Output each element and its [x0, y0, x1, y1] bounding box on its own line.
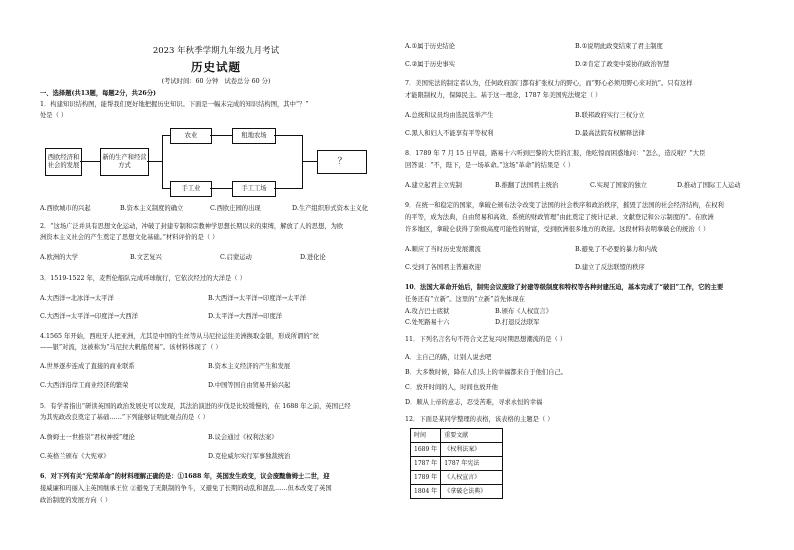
q6-option-c[interactable]: C.②属于历史事实: [405, 61, 456, 68]
q1-diagram: [40, 128, 392, 196]
q9-option-c[interactable]: C.受到了各国君主普遍欢迎: [405, 264, 481, 271]
diagram-connector: [274, 188, 302, 189]
table-cell: 1804 年: [411, 485, 441, 499]
q4-option-c[interactable]: C.大西洋沿岸工商业经济的繁荣: [40, 382, 129, 389]
q9-option-b[interactable]: B.避免了不必要的暴力和内战: [575, 246, 658, 253]
q10-option-d[interactable]: D.打退反法联军: [495, 319, 540, 326]
q4-option-d[interactable]: D.中国等国自由贸易开始兴起: [208, 382, 291, 389]
diagram-connector: [302, 135, 303, 189]
q7-option-a[interactable]: A.总统和议员均由选民选举产生: [405, 112, 494, 119]
q1-option-b[interactable]: B.资本主义制度的确立: [120, 205, 184, 212]
diagram-connector: [147, 161, 162, 162]
table-cell: 《权利法案》: [441, 443, 503, 457]
q7-stem-1: 7．美国宪法的制定者认为，任何政府部门都有扩张权力的野心，而“野心必须用野心来对抗”。只有这样: [405, 80, 693, 87]
q3-option-a[interactable]: A.大西洋→北冰洋→太平洋: [40, 295, 114, 302]
table-header-cell: 时间: [411, 429, 441, 443]
q1-option-d[interactable]: D.生产组织形式资本主义化: [292, 205, 369, 212]
diagram-connector: [162, 135, 163, 188]
q10-option-a[interactable]: A.攻占巴士底狱: [405, 308, 450, 315]
q6-stem-2: 接威廉和玛丽入主英国继承王位 ②避免了无限制的争斗，又避免了长期的动乱和混乱……但本改变了英国: [40, 485, 332, 492]
table-cell: 1789 年: [411, 471, 441, 485]
q9-option-d[interactable]: D.建立了反法联盟的秩序: [575, 264, 645, 271]
q9-stem-3: 许多地区，拿破仑获得了阶级高度可能性的财富，受到欧洲很多地方的欢迎。这段材料表明拿破仑的统治（ ）: [405, 226, 710, 233]
q5-option-c[interactable]: C.英格兰颁布《大宪章》: [40, 453, 110, 460]
q7-stem-2: 才能限制权力，保障民主。基于这一理念，1787 年美国宪法规定（ ）: [405, 92, 602, 99]
q7-option-d[interactable]: D.最高法院有权解释法律: [575, 130, 645, 137]
diagram-arrow: [210, 188, 232, 189]
q2-option-d[interactable]: D.进化论: [300, 254, 326, 261]
q9-stem-1: 9．在统一和稳定的国家，拿破仑颁布法令改变了法国的社会秩序和政治秩序，摧毁了法国的社会经济结构，在权利: [405, 202, 724, 209]
table-row: [411, 457, 503, 471]
right-column: [405, 0, 775, 550]
diagram-arrow: [210, 135, 232, 136]
q6-option-a[interactable]: A.①属于历史结论: [405, 43, 455, 50]
diagram-connector: [80, 161, 100, 162]
section-title: 一、选择题(共13题，每题2分，共26分): [40, 90, 157, 97]
q11-option-d[interactable]: D．顺从上帝的意志，忍受苦难，寻求永恒的幸福: [405, 399, 543, 406]
q1-option-a[interactable]: A.西欧城市的兴起: [40, 205, 91, 212]
q8-option-c[interactable]: C.实现了国家的独立: [590, 182, 647, 189]
q1-stem-1: 1．构建知识结构图，能帮我们更好地把握历史知识。下面是一幅未完成的知识结构图，其中“？”: [40, 101, 309, 108]
q3-option-b[interactable]: B.大西洋→太平洋→印度洋→太平洋: [208, 295, 307, 302]
diagram-connector: [162, 135, 170, 136]
q4-stem-1: 4.1565 年开始，西班牙人把亚洲，尤其是中国的生丝等从马尼拉运往美洲换取金银，形成所谓的“丝: [40, 333, 320, 340]
q6-stem-3: 政治制度的发展方向（ ）: [40, 497, 112, 504]
q12-stem: 12．下面是某同学整理的表格，该表格的主题是（ ）: [405, 416, 554, 423]
q10-option-c[interactable]: C.处死路易十六: [405, 319, 450, 326]
diagram-connector: [162, 188, 170, 189]
table-row: [411, 471, 503, 485]
exam-title: 2023 年秋季学期九年级九月考试: [152, 46, 280, 56]
table-header-row: [411, 429, 503, 443]
diagram-bottom-right-box: 手工工场: [232, 181, 276, 197]
diagram-result-box: ？: [317, 150, 367, 174]
table-row: [411, 485, 503, 499]
q6-option-b[interactable]: B.①说明此政变结束了君主制度: [575, 43, 663, 50]
q4-option-b[interactable]: B.资本主义经济的产生和发展: [208, 363, 291, 370]
diagram-top-right-box: 租地农场: [232, 128, 276, 144]
q11-option-a[interactable]: A．主自己的路，让别人说去吧: [405, 354, 492, 361]
q11-option-c[interactable]: C．放开时间的人，时间也放开他: [405, 384, 498, 391]
q8-option-d[interactable]: D.推动了国际工人运动: [677, 182, 741, 189]
diagram-arrow: [302, 161, 317, 162]
q5-stem-2: 为其宪政改良奠定了基础……”下列能够证明此观点的是（ ）: [40, 414, 209, 421]
q6-stem-1: 6．对下列有关“光荣革命”的材料理解正确的是：①1688 年，英国发生政变，议会废黜詹姆士二世，迎: [40, 473, 330, 480]
q3-option-c[interactable]: C.大西洋→太平洋→印度洋→大西洋: [40, 313, 138, 320]
q1-stem-2: 处是（ ）: [40, 112, 68, 119]
q3-option-d[interactable]: D.太平洋→大西洋→印度洋: [208, 313, 283, 320]
q8-stem-1: 8．1789 年 7 月 15 日早晨，路易十六听到巴黎的大臣的汇报，他吃惊而困惑地问：“怎么，造反啦？”大臣: [405, 150, 706, 157]
q7-option-c[interactable]: C.黑人和妇人不能享有平等权利: [405, 130, 494, 137]
q8-option-a[interactable]: A.建立起君主立宪制: [405, 182, 462, 189]
table-cell: 《人权宣言》: [441, 471, 503, 485]
table-cell: 《拿破仑法典》: [441, 485, 503, 499]
q8-option-b[interactable]: B.推翻了法国君主统治: [495, 182, 559, 189]
diagram-mid-box: 新的生产和经营方式: [100, 148, 149, 176]
q10-stem-1: 10．法国大革命开始后，制宪会议废除了封建等级制度和特权等各种封建压迫，基本完成了“破旧”工作，它的主要: [405, 284, 724, 291]
q3-stem: 3．1519-1522 年，麦哲伦船队完成环球航行，它依次经过的大洋是（ ）: [40, 275, 246, 282]
q2-option-a[interactable]: A.欧洲的大学: [40, 254, 79, 261]
diagram-top-box: 农业: [170, 128, 212, 144]
exam-meta: (考试时间：60 分钟 试卷总分 60 分): [161, 78, 271, 85]
q4-stem-2: ——银”对流，这被称为“马尼拉大帆船贸易”。该材料体现了（ ）: [40, 344, 222, 351]
q5-option-d[interactable]: D.克伦威尔实行军事独裁统治: [208, 453, 291, 460]
table-cell: 1787 年: [411, 457, 441, 471]
q9-stem-2: 的平等，成为法典，自由贸易和高效、系统的财政管理“由此奠定了统计记录、文献登记和公示制度的”。在欧洲: [405, 214, 714, 221]
table-header-cell: 重要文献: [441, 429, 503, 443]
exam-subject: 历史试题: [191, 60, 241, 74]
q4-option-a[interactable]: A.世界逐步连成了直接的商业联系: [40, 363, 135, 370]
q10-stem-2: 任务还有“立新”。这里的“立新”首先体现在: [405, 296, 525, 303]
left-column: [40, 0, 392, 550]
q5-option-b[interactable]: B.议会通过《权利法案》: [208, 434, 278, 441]
q7-option-b[interactable]: B.联邦政府实行三权分立: [575, 112, 645, 119]
q6-option-d[interactable]: D.②肯定了政变中妥协的政治智慧: [575, 61, 670, 68]
diagram-source-box: 西欧经济和社会的发展: [45, 148, 82, 176]
q10-option-b[interactable]: B.颁布《人权宣言》: [495, 308, 553, 315]
q12-table: [410, 428, 503, 499]
q9-option-a[interactable]: A.顺应了当时历史发展潮流: [405, 246, 481, 253]
q11-option-b[interactable]: B．大多数时候，降在人们头上的幸福都来自于他们自己。: [405, 369, 568, 376]
q8-stem-2: 回答说：“不，陛下，是一场革命。”这场“革命”的结果是（ ）: [405, 162, 575, 169]
q2-stem-1: 2．“这场广泛并具有思想文化运动，冲破了封建专制和宗教神学思想长期以来的束缚，解放了人的思想，为欧: [40, 223, 344, 230]
q2-option-b[interactable]: B.文艺复兴: [130, 254, 162, 261]
q1-option-c[interactable]: C.西欧庄园的出现: [210, 205, 261, 212]
q5-option-a[interactable]: A.詹姆士一世推崇“君权神授”理论: [40, 434, 135, 441]
q5-stem-1: 5．有学者指出“研读英国的政治发展史可以发现，其法治演进的步伐是比较缓慢的，在 1688 年之前，英国已经: [40, 403, 351, 410]
diagram-bottom-box: 手工业: [170, 181, 212, 197]
diagram-connector: [274, 135, 302, 136]
table-cell: 1787 年宪法: [441, 457, 503, 471]
q2-option-c[interactable]: C.启蒙运动: [220, 254, 252, 261]
q2-stem-2: 洲资本主义社会的产生奠定了思想文化基础。”材料评价的是（ ）: [40, 234, 219, 241]
q11-stem: 11．下列名言名句不符合文艺复兴时期思想潮流的是（ ）: [405, 336, 567, 343]
table-row: [411, 443, 503, 457]
table-cell: 1689 年: [411, 443, 441, 457]
